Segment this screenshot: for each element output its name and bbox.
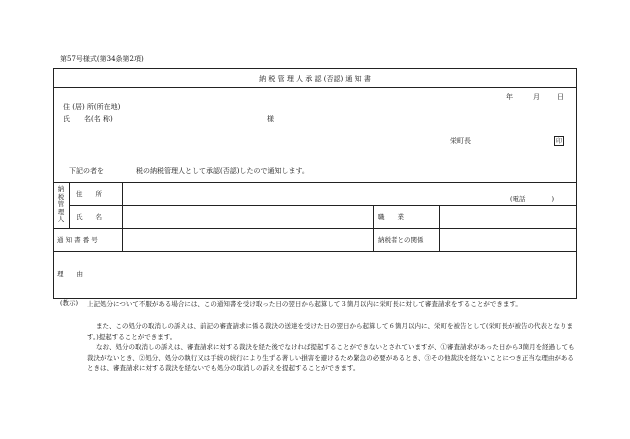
reason-field-label: 理 由 bbox=[57, 270, 83, 278]
seal-mark: 印 bbox=[555, 138, 562, 145]
date-year: 年 bbox=[506, 93, 513, 101]
group-column-line bbox=[69, 182, 70, 228]
phone-field: (電話 ) bbox=[510, 195, 555, 203]
notes-label: (教示) bbox=[60, 299, 79, 307]
address-label: 住 (居) 所(所在地) bbox=[63, 103, 121, 111]
form-frame bbox=[53, 68, 577, 299]
label-column-line bbox=[122, 182, 123, 251]
notice-number-label: 通 知 書 番 号 bbox=[57, 236, 98, 244]
body-text-start: 下記の者を bbox=[69, 167, 104, 175]
right-column-line bbox=[439, 205, 440, 251]
form-number: 第57号様式(第34条第2項) bbox=[60, 55, 144, 63]
row-line-1 bbox=[69, 205, 577, 206]
taxpayer-agent-group-label: 納税管理人 bbox=[57, 185, 65, 223]
relation-field-label: 納税者との関係 bbox=[378, 236, 424, 244]
middle-column-line bbox=[373, 205, 374, 251]
occupation-field-label: 職 業 bbox=[378, 213, 404, 221]
sama-honorific: 様 bbox=[267, 115, 274, 123]
body-text-end: 税の納税管理人として承認(否認)したので通知します。 bbox=[136, 167, 309, 175]
document-title: 納 税 管 理 人 承 認 (否認) 通 知 書 bbox=[259, 75, 371, 83]
date-month: 月 bbox=[533, 93, 540, 101]
notes-paragraph-2: また、この処分の取消しの訴えは、前記の審査請求に係る裁決の送達を受けた日の翌日から起算して６箇月以内に、栄町を被告として(栄町長が被告の代表となります。)提起することができます。 bbox=[87, 322, 574, 341]
address-field-label: 住 所 bbox=[76, 190, 102, 198]
title-divider bbox=[53, 87, 577, 88]
notes-paragraph-1: 上記処分について不服がある場合には、この通知書を受け取った日の翌日から起算して３箇月以内に栄町長に対して審査請求をすることができます。 bbox=[87, 300, 522, 308]
row-line-3 bbox=[53, 251, 577, 252]
name-field-label: 氏 名 bbox=[76, 213, 102, 221]
notes-paragraph-3: なお、処分の取消しの訴えは、審査請求に対する裁決を経た後でなければ提起することができないとされていますが、①審査請求があった日から3箇月を経過しても裁決がないとき、②処分、処分の執行又は手続の続行により生ずる著しい損害を避けるため緊急の必要があるとき、③その他裁決を経ないことにつき正当な理由があるときは、審査請求に対する裁決を経ないでも処分の取消しの訴えを提起することができます。 bbox=[87, 343, 575, 372]
table-top-line bbox=[53, 182, 577, 183]
name-label: 氏 名(名 称) bbox=[63, 115, 113, 123]
row-line-2 bbox=[53, 228, 577, 229]
mayor-title: 栄町長 bbox=[450, 137, 471, 145]
date-day: 日 bbox=[557, 93, 564, 101]
